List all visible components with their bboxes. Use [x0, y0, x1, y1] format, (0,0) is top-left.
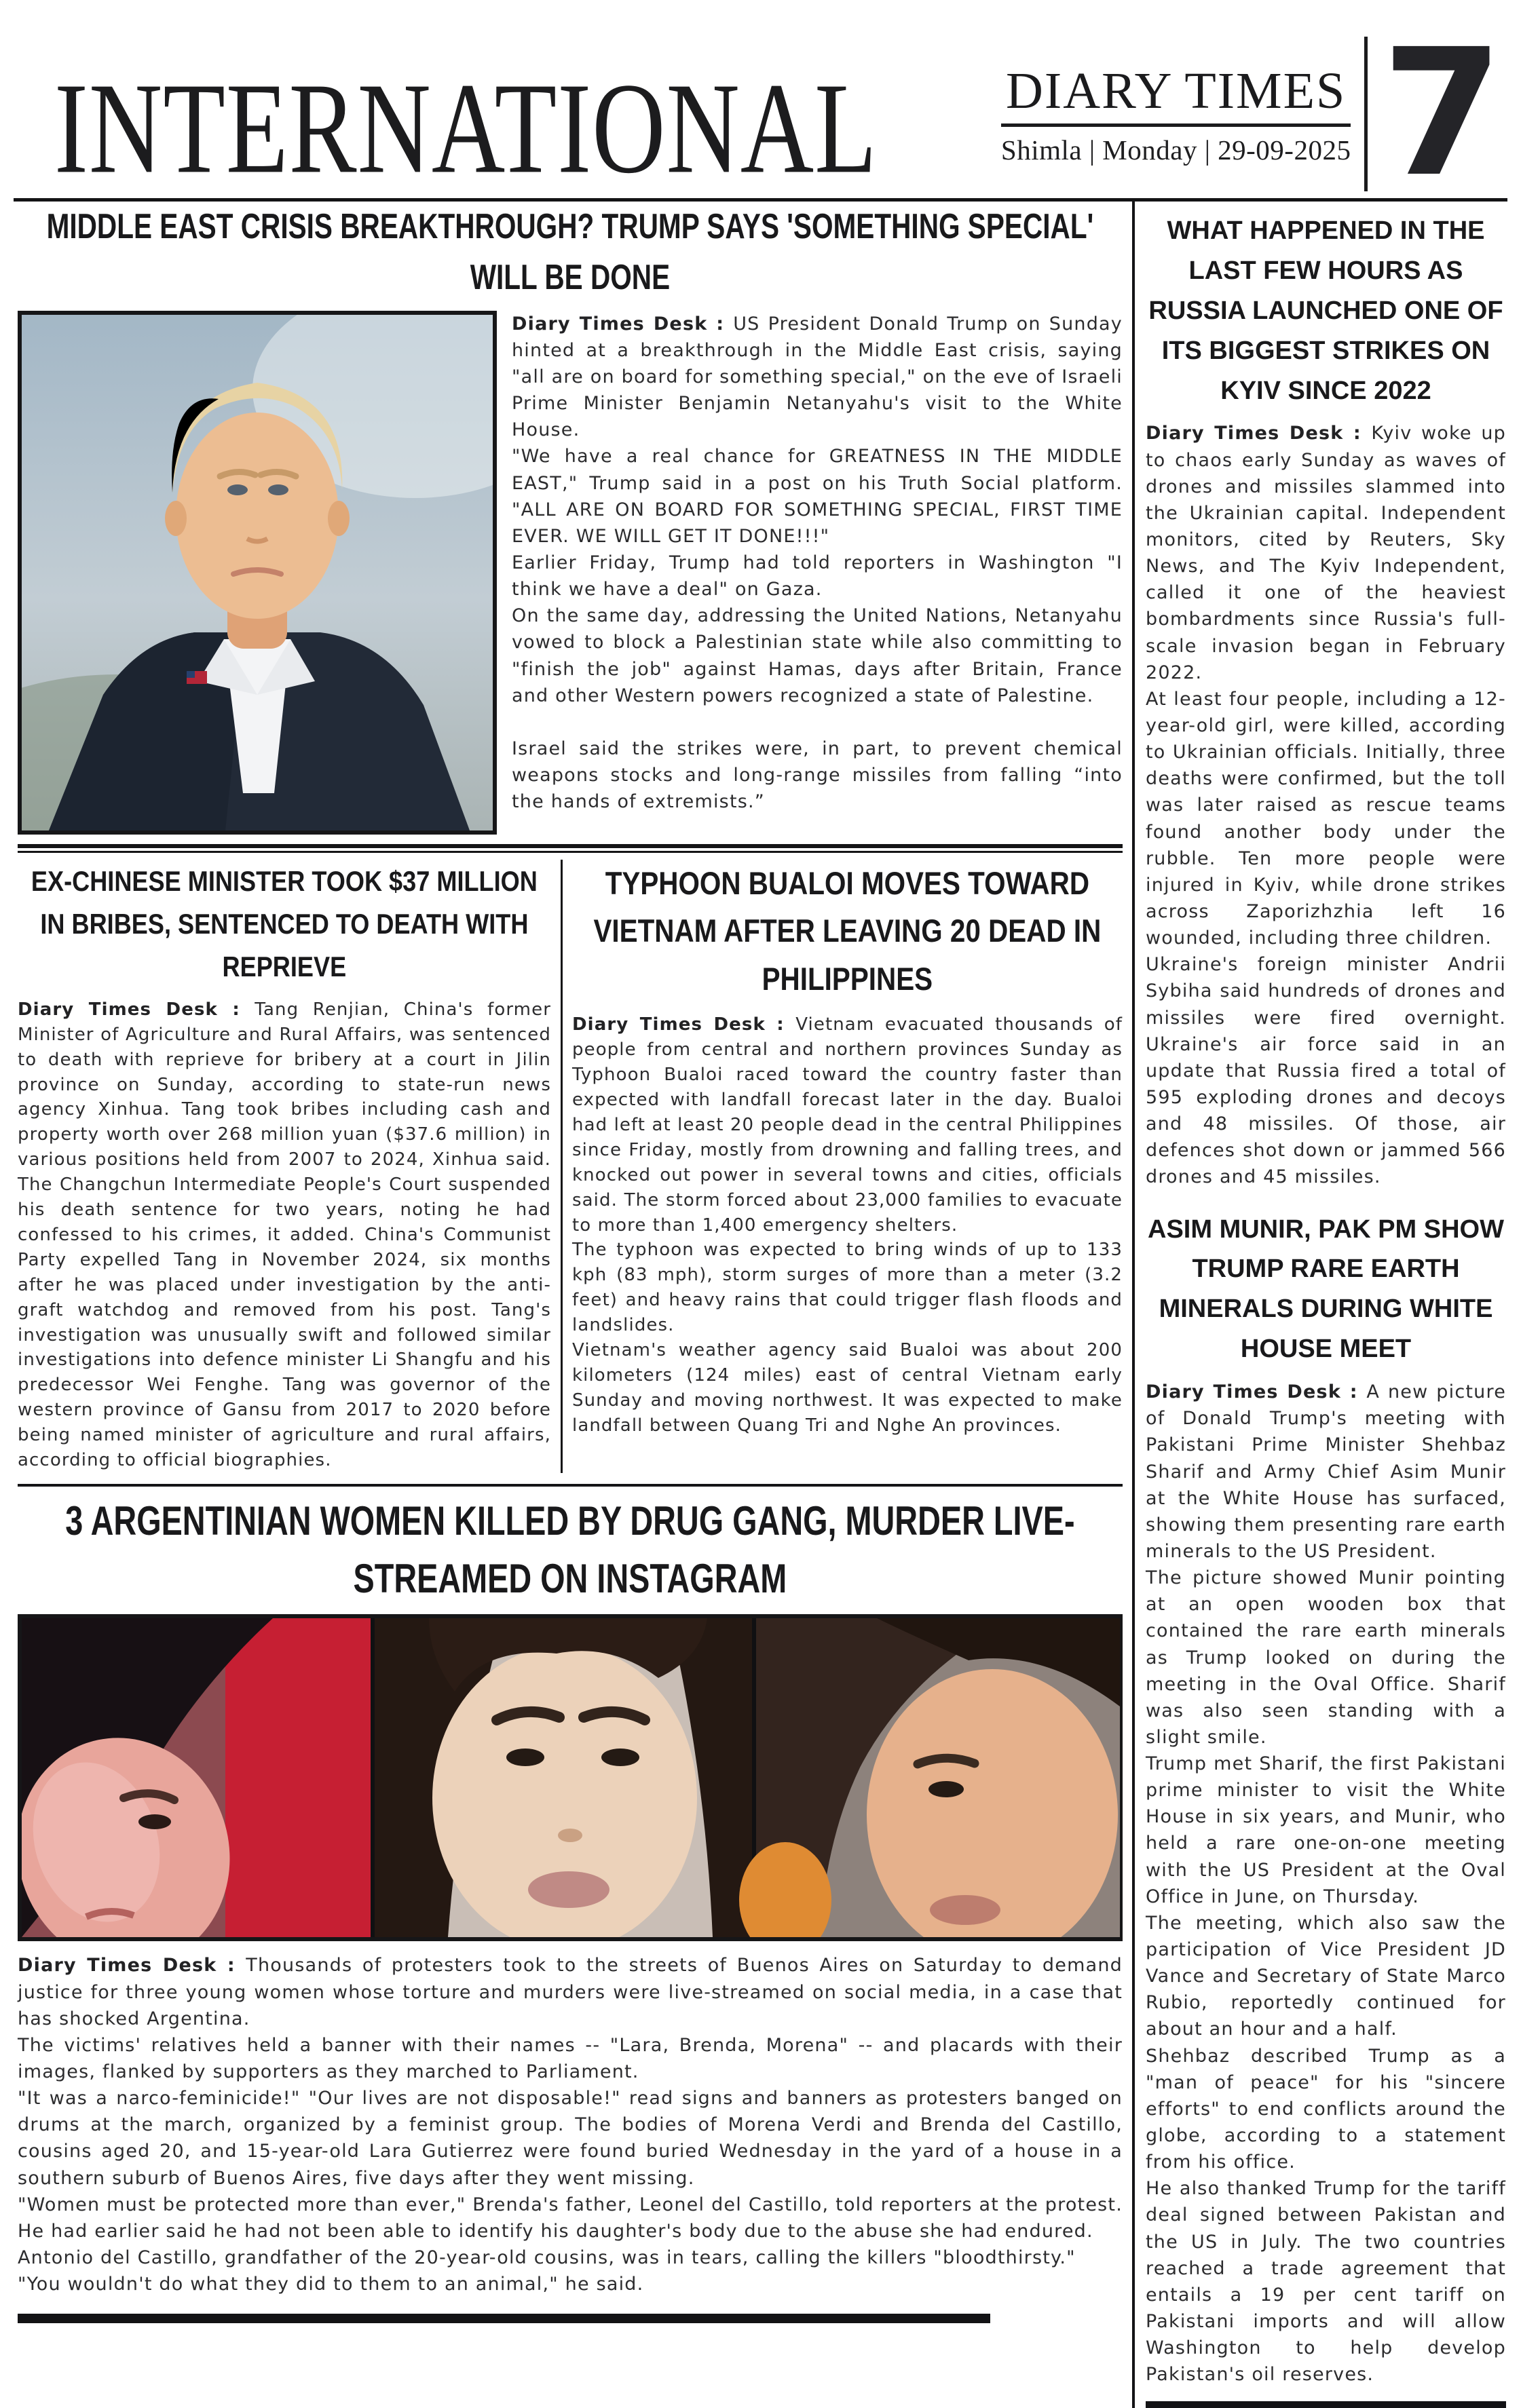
- article-text: [572, 1012, 1123, 1438]
- article-ex-chinese-minister: [18, 860, 561, 1473]
- article-headline: EX-CHINESE MINISTER TOOK $37 MILLION IN BRIBES, SENTENCED TO DEATH WITH REPRIEVE: [31, 864, 538, 982]
- desk-label: Diary Times Desk :: [1146, 423, 1372, 444]
- right-column: [1135, 202, 1507, 2408]
- article-paragraph: The picture showed Munir pointing at an open wooden box that contained the rare earth minerals as Trump looked on during the meeting in the Oval Office. Sharif was also seen standing with a slight smile.: [1146, 1567, 1506, 1748]
- article-text: [18, 1952, 1123, 2297]
- article-text: [1146, 1379, 1506, 2388]
- article-paragraph: Earlier Friday, Trump had told reporters in Washington "I think we have a deal" on Gaza.: [512, 552, 1123, 600]
- article-paragraph: Diary Times Desk : US President Donald Trump on Sunday hinted at a breakthrough in the Middle East crisis, saying "all are on board for something special," on the eve of Israeli Prime Minister Benjamin Netanyahu's visit to the White House.: [512, 313, 1123, 441]
- desk-label: Diary Times Desk :: [18, 1955, 246, 1976]
- desk-label: Diary Times Desk :: [512, 313, 734, 335]
- article-paragraph: Diary Times Desk : Kyiv woke up to chaos early Sunday as waves of drones and missiles slammed into the Ukrainian capital. Independent monitors, cited by Reuters, Sky News, and The Kyiv Independent, called it one of the heaviest bombardments since Russia's full-scale invasion began in February 2022.: [1146, 423, 1506, 683]
- article-paragraph: Israel said the strikes were, in part, to prevent chemical weapons stocks and long-range missiles from falling “into the hands of extremists.”: [512, 738, 1123, 813]
- article-headline: WHAT HAPPENED IN THE LAST FEW HOURS AS RUSSIA LAUNCHED ONE OF ITS BIGGEST STRIKES ON KYIV SINCE 2022: [1148, 216, 1503, 405]
- article-kyiv-strikes: [1146, 211, 1506, 1191]
- article-paragraph: "Women must be protected more than ever," Brenda's father, Leonel del Castillo, told reporters at the protest. He had earlier said he had not been able to identify his daughter's body due to the abuse she had endured.: [18, 2194, 1123, 2242]
- article-paragraph: At least four people, including a 12-year-old girl, were killed, according to Ukrainian officials. Initially, three deaths were confirmed, but the toll was later raised as rescue teams found another body under the rubble. Ten more people were injured in Kyiv, while drone strikes across Zaporizhzhia left 16 wounded, including three children.: [1146, 688, 1506, 949]
- argentina-victims-collage-photo: [18, 1614, 1123, 1941]
- masthead-block: [1000, 12, 1503, 216]
- bottom-rule: [18, 2314, 990, 2323]
- article-middle-east: [18, 202, 1123, 835]
- newspaper-name: DIARY TIMES: [1006, 62, 1347, 119]
- section-divider-rule: [18, 844, 1123, 853]
- masthead-rule: [1001, 123, 1351, 127]
- article-paragraph: The meeting, which also saw the participation of Vice President JD Vance and Secretary of State Marco Rubio, reportedly continued for about an hour and a half.: [1146, 1912, 1506, 2040]
- article-paragraph: Diary Times Desk : Vietnam evacuated thousands of people from central and northern provinces Sunday as Typhoon Bualoi raced toward the country faster than expected with landfall forecast later in the day. Bualoi had left at least 20 people dead in the central Philippines since Friday, mostly from drowning and falling trees, and knocked out power in several towns and cities, officials said. The storm forced about 23,000 families to evacuate to more than 1,400 emergency shelters.: [572, 1014, 1123, 1236]
- article-munir-minerals: [1146, 1210, 1506, 2388]
- dateline: Shimla | Monday | 29-09-2025: [1000, 134, 1351, 166]
- article-paragraph: The victims' relatives held a banner with their names -- "Lara, Brenda, Morena" -- and placards with their images, flanked by supporters as they marched to Parliament.: [18, 2034, 1123, 2082]
- article-argentina-women: [18, 1492, 1123, 2323]
- article-paragraph: Diary Times Desk : Tang Renjian, China's former Minister of Agriculture and Rural Affairs, was sentenced to death with reprieve for bribery at a court in Jilin province on Sunday, according to state-run news agency Xinhua. Tang took bribes including cash and property worth over 268 million yuan ($37.6 million) in various positions held from 2007 to 2024, Xinhua said. The Changchun Intermediate People's Court suspended his death sentence for two years, noting he had confessed to his crimes, it added. China's Communist Party expelled Tang in November 2024, six months after he was placed under investigation by the anti-graft watchdog and removed from his post. Tang's investigation was unusually swift and followed similar investigations into defence minister Li Shangfu and his predecessor Wei Fenghe. Tang was governor of the western province of Gansu from 2017 to 2020 before being named minister of agriculture and rural affairs, according to official biographies.: [18, 999, 551, 1471]
- article-paragraph: Trump met Sharif, the first Pakistani prime minister to visit the White House in six years, and Munir, who held a rare one-on-one meeting with the US President at the Oval Office in June, on Thursday.: [1146, 1753, 1506, 1907]
- article-text: [512, 311, 1123, 835]
- article-paragraph: "We have a real chance for GREATNESS IN THE MIDDLE EAST," Trump said in a post on his Truth Social platform. "ALL ARE ON BOARD FOR SOMETHING SPECIAL, FIRST TIME EVER. WE WILL GET IT DONE!!!": [512, 446, 1123, 547]
- article-paragraph: Diary Times Desk : Thousands of protesters took to the streets of Buenos Aires on Saturday to demand justice for three young women whose torture and murders were live-streamed on social media, in a case that has shocked Argentina.: [18, 1955, 1123, 2029]
- article-paragraph: On the same day, addressing the United Nations, Netanyahu vowed to block a Palestinian state while also committing to "finish the job" against Hamas, days after Britain, France and other Western powers recognized a state of Palestine.: [512, 605, 1123, 706]
- article-paragraph: Antonio del Castillo, grandfather of the 20-year-old cousins, was in tears, calling the killers "bloodthirsty.": [18, 2247, 1076, 2268]
- article-paragraph: Diary Times Desk : A new picture of Donald Trump's meeting with Pakistani Prime Minister Shehbaz Sharif and Army Chief Asim Munir at the White House has surfaced, showing them presenting rare earth minerals to the US President.: [1146, 1381, 1506, 1562]
- article-paragraph: "It was a narco-feminicide!" "Our lives are not disposable!" read signs and banners as protesters banged on drums at the march, organized by a feminist group. The bodies of Morena Verdi and Brenda del Castillo, cousins aged 20, and 15-year-old Lara Gutierrez were found buried Wednesday in the yard of a house in a southern suburb of Buenos Aires, five days after they went missing.: [18, 2088, 1123, 2189]
- article-paragraph: The typhoon was expected to bring winds of up to 133 kph (83 mph), storm surges of more than a meter (3.2 feet) and heavy rains that could trigger flash floods and landslides.: [572, 1240, 1123, 1336]
- article-headline: ASIM MUNIR, PAK PM SHOW TRUMP RARE EARTH MINERALS DURING WHITE HOUSE MEET: [1148, 1215, 1504, 1364]
- article-headline: MIDDLE EAST CRISIS BREAKTHROUGH? TRUMP SAYS 'SOMETHING SPECIAL' WILL BE DONE: [46, 207, 1094, 298]
- masthead-brand-block: [1001, 62, 1351, 166]
- page-title: INTERNATIONAL: [54, 56, 878, 201]
- article-text: [18, 997, 551, 1473]
- article-paragraph: Shehbaz described Trump as a "man of peace" for his "sincere efforts" to end conflicts around the globe, according to a statement from his office.: [1146, 2045, 1506, 2173]
- bottom-rule: [1146, 2401, 1506, 2408]
- article-paragraph: [512, 709, 1123, 735]
- article-paragraph: He also thanked Trump for the tariff deal signed between Pakistan and the US in July. The two countries reached a trade agreement that entails a 19 per cent tariff on Pakistani imports and will allow Washington to help develop Pakistan's oil reserves.: [1146, 2178, 1506, 2386]
- desk-label: Diary Times Desk :: [18, 999, 255, 1020]
- page-number-divider: [1364, 37, 1368, 191]
- article-typhoon-bualoi: [563, 860, 1123, 1473]
- desk-label: Diary Times Desk :: [1146, 1381, 1367, 1403]
- article-headline: TYPHOON BUALOI MOVES TOWARD VIETNAM AFTER LEAVING 20 DEAD IN PHILIPPINES: [593, 864, 1102, 997]
- page-body: [12, 202, 1509, 2408]
- victims-collage-illustration: [22, 1618, 1120, 1937]
- section-divider-rule: [18, 1484, 1123, 1487]
- article-middle-east-body: [18, 311, 1123, 835]
- article-headline: 3 ARGENTINIAN WOMEN KILLED BY DRUG GANG, MURDER LIVE-STREAMED ON INSTAGRAM: [65, 1498, 1075, 1602]
- trump-portrait-photo: [18, 311, 497, 835]
- article-paragraph: "You wouldn't do what they did to them to an animal," he said.: [18, 2274, 644, 2295]
- page-number: 7: [1381, 12, 1503, 216]
- trump-portrait-illustration: [22, 315, 493, 830]
- page-header: [12, 0, 1509, 216]
- article-paragraph: Vietnam's weather agency said Bualoi was about 200 kilometers (124 miles) east of central Vietnam early Sunday and moving northwest. It was expected to make landfall between Quang Tri and Nghe An provinces.: [572, 1340, 1123, 1436]
- article-paragraph: Ukraine's foreign minister Andrii Sybiha said hundreds of drones and missiles were fired overnight. Ukraine's air force said in an update that Russia fired a total of 595 exploding drones and decoys and 48 missiles. Of those, air defences shot down or jammed 566 drones and 45 missiles.: [1146, 954, 1506, 1188]
- article-text: [1146, 420, 1506, 1190]
- left-section: [14, 202, 1135, 2408]
- desk-label: Diary Times Desk :: [572, 1014, 796, 1035]
- two-column-row: [18, 860, 1123, 1473]
